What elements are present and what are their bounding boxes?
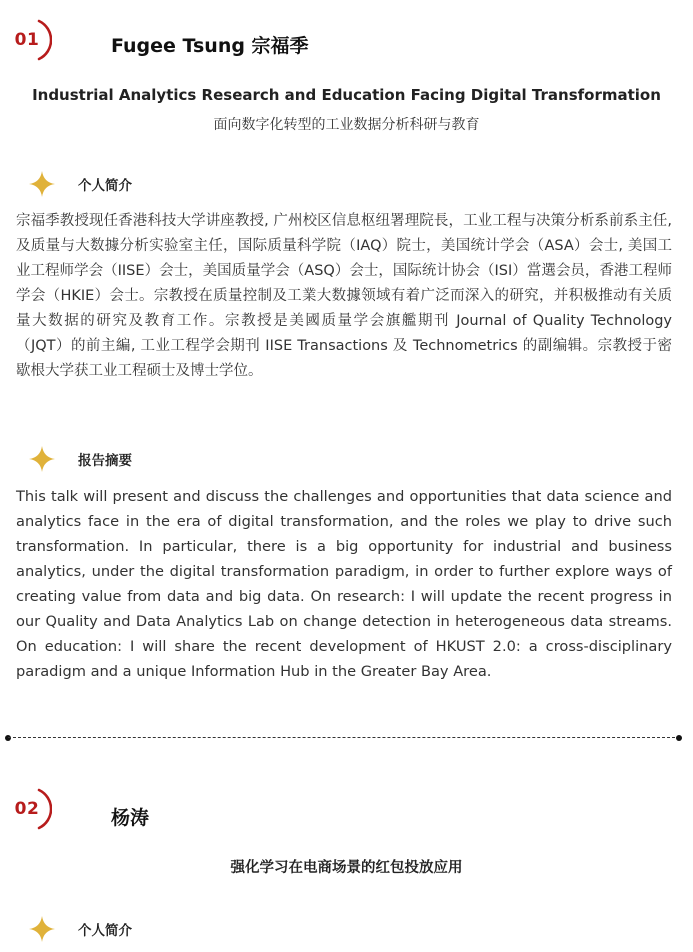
divider-right-dot (676, 735, 682, 741)
talk-title-zh: 强化学习在电商场景的红包投放应用 (230, 860, 463, 876)
sparkle-star-icon (28, 170, 56, 198)
abstract-paragraph: This talk will present and discuss the challenges and opportunities that data science and analytics face in the era of digital transformation, and the roles we play to drive such transformation. In particular, there is a big opportunity for industrial and business analytics, under the digital transformation paradigm, in order to further explore ways of creating value from data and big data. On research: I will update the recent progress in our Quality and Data Analytics Lab on change detection in heterogeneous data streams. On education: I will share the recent development of HKUST 2.0: a cross-disciplinary paradigm and a unique Information Hub in the Greater Bay Area. (16, 488, 672, 680)
bio-heading: 个人简介 (78, 178, 132, 194)
bio-paragraph: 宗福季教授现任香港科技大学讲座教授, 广州校区信息枢纽署理院長，工业工程与决策分析系前系主任, 及质量与大数據分析实验室主任，国际质量科学院（IAQ）院士，美国统计学会（ASA）会士, 美国工业工程师学会（IISE）会士，美国质量学会（ASQ）会士，国际统计协会（ISI）當選会员，香港工程师学会（HKIE）会士。宗教授在质量控制及工業大数據领域有着广泛而深入的研究，并积极推动有关质量大数据的研究及教育工作。宗教授是美國质量学会旗艦期刊 Journal of Quality Technology （JQT）的前主編, 工业工程学会期刊 IISE Transactions 及 Technometrics 的副编辑。宗教授于密歇根大学获工业工程硕士及博士学位。 (16, 213, 672, 379)
speaker-number-badge (8, 18, 52, 62)
bio-heading: 个人简介 (78, 923, 132, 939)
speaker-number-badge (8, 787, 52, 831)
section-divider (8, 737, 680, 738)
sparkle-star-icon (28, 445, 56, 473)
speaker-name: 杨涛 (111, 807, 150, 829)
speaker-number: 02 (14, 799, 40, 819)
sparkle-star-icon (28, 915, 56, 943)
speaker-number: 01 (14, 30, 40, 50)
speaker-name: Fugee Tsung 宗福季 (111, 35, 309, 57)
abstract-heading: 报告摘要 (78, 453, 132, 469)
talk-title-zh: 面向数字化转型的工业数据分析科研与教育 (213, 117, 480, 133)
talk-title-en: Industrial Analytics Research and Education Facing Digital Transformation (32, 86, 661, 104)
divider-left-dot (5, 735, 11, 741)
